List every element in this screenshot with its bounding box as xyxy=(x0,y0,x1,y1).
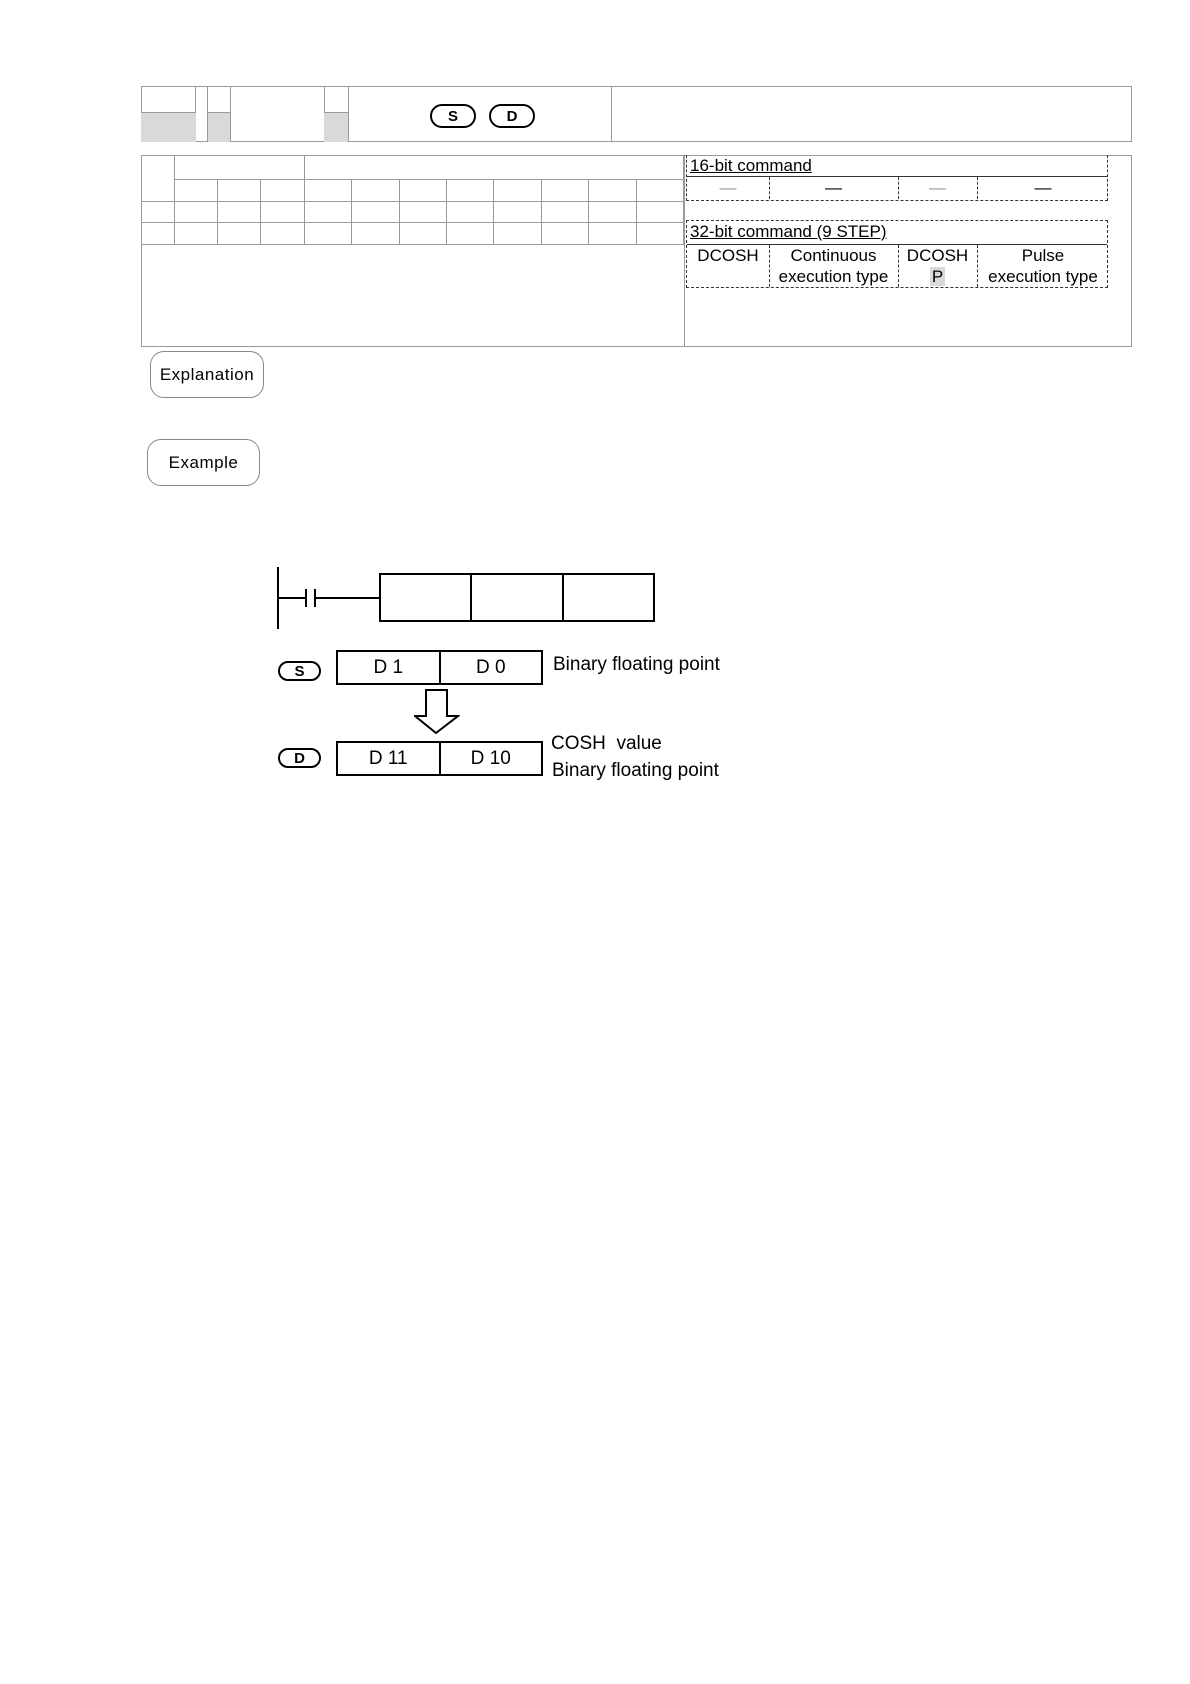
cmd16-title: 16-bit command xyxy=(690,156,812,175)
grid-bit-devices-header xyxy=(174,156,304,180)
instruction-box-2 xyxy=(471,574,563,621)
cmd32-dcoshp-line1: DCOSH xyxy=(906,246,969,265)
cmd32-dcoshp-line2: P xyxy=(931,267,944,286)
instruction-box-3 xyxy=(563,574,654,621)
down-arrow-icon xyxy=(414,688,460,736)
cmd16-block xyxy=(686,155,1108,201)
ladder-rung xyxy=(270,560,660,630)
cmd16-cell-2: — xyxy=(825,178,842,197)
operand-s-badge: S xyxy=(430,104,476,128)
source-reg-low: D 0 xyxy=(439,652,542,683)
explanation-button[interactable]: Explanation xyxy=(150,351,264,398)
grid-word-devices-header xyxy=(304,156,683,180)
cmd32-title: 32-bit command (9 STEP) xyxy=(690,222,887,241)
operand-d-badge: D xyxy=(489,104,535,128)
cmd16-cell-4: — xyxy=(1034,178,1052,197)
device-grid xyxy=(141,155,684,245)
cmd32-continuous-line2: execution type xyxy=(778,267,889,286)
cmd32-continuous xyxy=(769,245,898,287)
cmd16-cell-1: — xyxy=(719,178,737,197)
example-button[interactable]: Example xyxy=(147,439,260,486)
dest-description-line2: Binary floating point xyxy=(552,760,719,781)
cmd32-dcoshp xyxy=(898,245,977,287)
grid-row-s xyxy=(142,202,684,223)
dest-register-pair xyxy=(336,741,543,776)
dest-reg-high: D 11 xyxy=(368,747,408,769)
cmd16-cell-3: — xyxy=(929,178,946,197)
source-reg-high: D 1 xyxy=(373,656,404,678)
diagram-s-badge: S xyxy=(278,661,321,681)
cmd32-pulse-line2: execution type xyxy=(988,267,1098,286)
cmd32-continuous-line1: Continuous xyxy=(790,246,877,265)
header-mnemonic-cell xyxy=(207,86,325,142)
grid-row-d xyxy=(142,223,684,245)
dest-reg-low: D 10 xyxy=(439,743,542,774)
cmd32-pulse xyxy=(977,245,1109,287)
source-register-pair xyxy=(336,650,543,685)
grid-corner-cell xyxy=(142,156,175,202)
diagram-d-badge: D xyxy=(278,748,321,768)
dest-description-line1: COSH value xyxy=(551,733,662,754)
header-pulse-cell xyxy=(324,86,349,142)
instruction-box-1 xyxy=(380,574,471,621)
header-operands-cell xyxy=(349,86,612,142)
source-description: Binary floating point xyxy=(553,654,720,675)
cmd32-dcosh: DCOSH xyxy=(697,246,759,265)
table-divider xyxy=(684,155,685,347)
header-api-cell xyxy=(141,86,196,142)
cmd32-pulse-line1: Pulse xyxy=(1021,246,1065,265)
cmd32-block xyxy=(686,220,1108,288)
